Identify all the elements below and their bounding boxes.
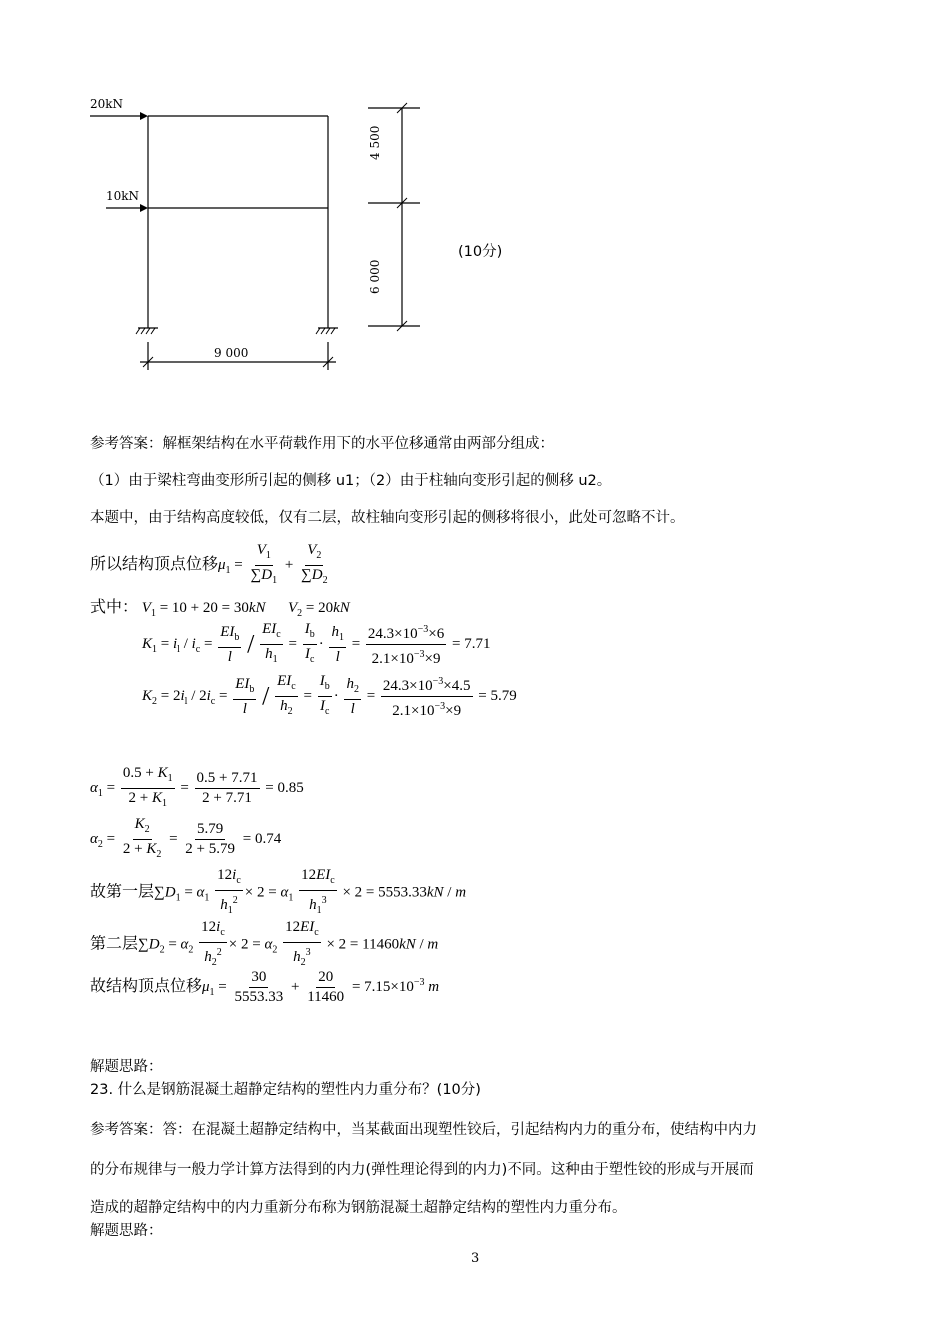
question-23-answer-line-3: 造成的超静定结构中的内力重新分布称为钢筋混凝土超静定结构的塑性内力重分布。 [90,1200,627,1216]
eq-alpha1: $\alpha_1$ = $\frac{0.5 + K_1}{2 + K_1}$ = $\frac{0.5 + 7.71}{2 + 7.71}$ = 0.85 [90,765,304,809]
answer-line-2: （1）由于梁柱弯曲变形所引起的侧移 u1；（2）由于柱轴向变形引起的侧移 u2。 [90,473,612,489]
question-23-answer-line-1: 参考答案：答：在混凝土超静定结构中，当某截面出现塑性铰后，引起结构内力的重分布，使结构中内力 [90,1122,757,1138]
eq-alpha2: $\alpha_2$ = $\frac{K_2}{2 + K_2}$ = $\frac{5.79}{2 + 5.79}$ = 0.74 [90,816,282,860]
answer-line-1: 参考答案：解框架结构在水平荷载作用下的水平位移通常由两部分组成： [90,436,554,452]
eq-shear: 式中： $V_1 = 10 + 20 = 30kN$ $V_2 = 20kN$ [90,597,350,619]
frame-structure-diagram [80,90,440,380]
dim-label-lower: 6 000 [368,259,382,294]
eq-k1: $K_1 = i_l / i_c$ = $\frac{EI_b}{l}$ / $\frac{EI_c}{h_1}$ = $\frac{I_b}{I_c}$ · $\frac{h_1}{l}$ = $\frac{24.3\times 10^{-3}\times 6}{2.1\times 10^{-3}\times 9}$ = 7.71 [142,621,491,667]
eq-d1: 故第一层$\sum D_1 = \alpha_1$ $\frac{12i_c}{h_1^2}$ × $2 = \alpha_1$ $\frac{12EI_c}{h_1^3}$ × 2 = 5553.33kN / m [90,867,467,916]
score-label: (10分) [458,244,503,260]
eq-final-displacement: 故结构顶点位移$\mu_1$ = $\frac{30}{5553.33}$ + $\frac{20}{11460}$ = $7.15\times 10^{-3}$ m [90,969,440,1005]
thinking-label-1: 解题思路： [90,1059,163,1075]
load-label-mid: 10kN [106,189,140,203]
answer-line-3: 本题中，由于结构高度较低，仅有二层，故柱轴向变形引起的侧移将很小，此处可忽略不计。 [90,510,685,526]
question-23-answer-line-2: 的分布规律与一般力学计算方法得到的内力(弹性理论得到的内力)不同。这种由于塑性铰的形成与开展而 [90,1162,754,1178]
thinking-label-2: 解题思路： [90,1223,163,1239]
load-label-top: 20kN [90,97,124,111]
question-23-title: 23. 什么是钢筋混凝土超静定结构的塑性内力重分布？(10分) [90,1082,481,1098]
dim-label-upper: 4 500 [368,125,382,160]
eq-k2: $K_2 = 2i_l / 2i_c$ = $\frac{EI_b}{l}$ / $\frac{EI_c}{h_2}$ = $\frac{I_b}{I_c}$ · $\frac{h_2}{l}$ = $\frac{24.3\times 10^{-3}\times 4.5}{2.1\times 10^{-3}\times 9}$ = 5.79 [142,673,517,719]
eq-top-displacement: 所以结构顶点位移$\mu_1$ = $\frac{V_1}{\sum D_1}$ + $\frac{V_2}{\sum D_2}$ [90,542,328,586]
page-number: 3 [471,1251,480,1266]
eq-d2: 第二层$\sum D_2 = \alpha_2$ $\frac{12i_c}{h_2^2}$ × $2 = \alpha_2$ $\frac{12EI_c}{h_2^3}$ × 2 = 11460kN / m [90,919,439,968]
dim-label-width: 9 000 [214,346,249,360]
